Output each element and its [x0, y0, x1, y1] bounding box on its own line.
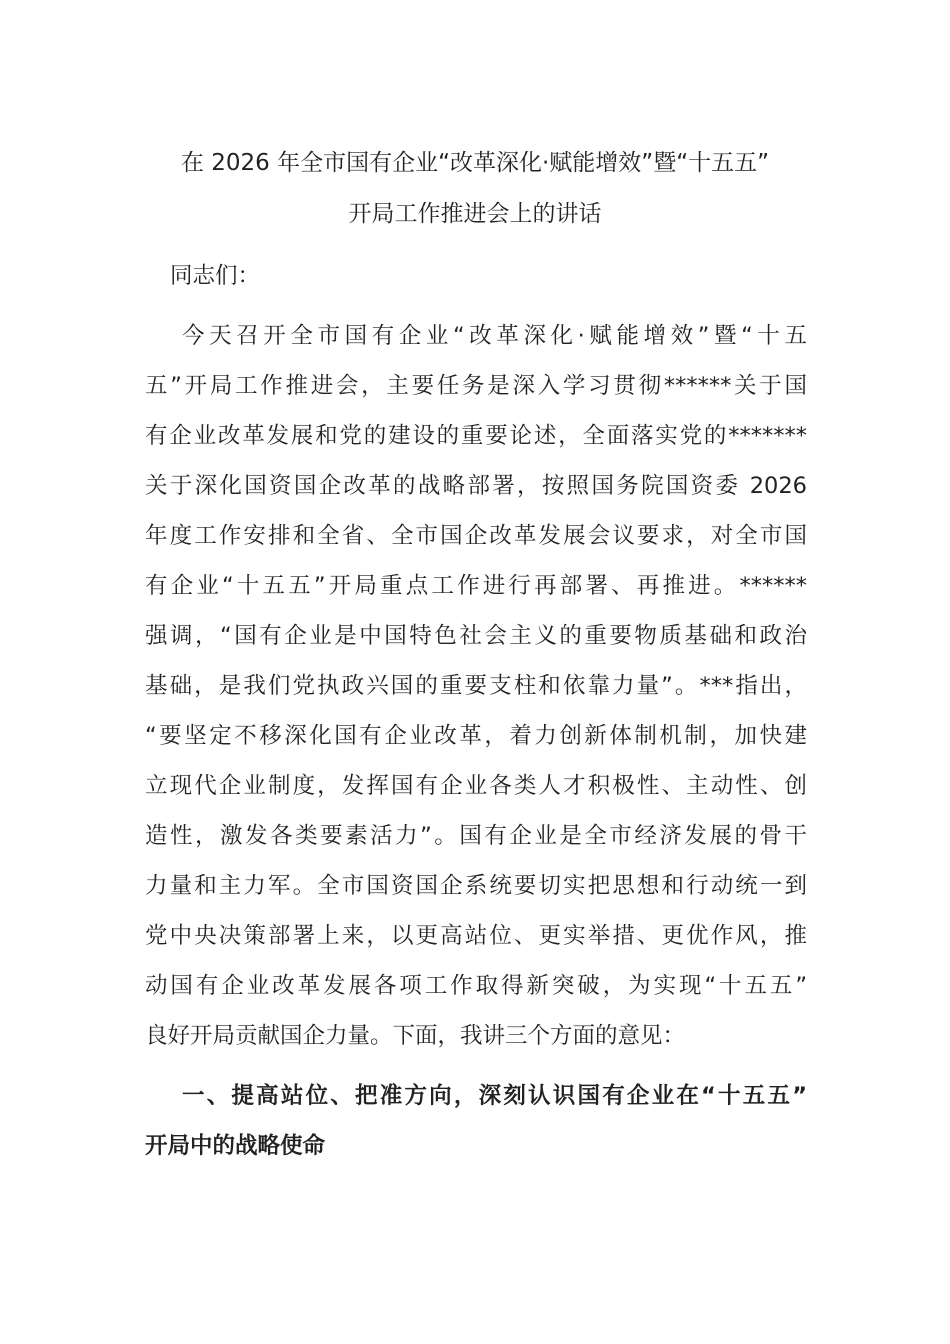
- paragraph-line: 有企业改革发展和党的建设的重要论述，全面落实党的*******: [145, 423, 807, 449]
- paragraph-line: 今天召开全市国有企业“改革深化·赋能增效”暨“十五: [182, 323, 807, 349]
- speech-title-line-1: 在 2026 年全市国有企业“改革深化·赋能增效”暨“十五五”: [180, 150, 770, 176]
- section-heading-1-line-1: 一、提高站位、把准方向，深刻认识国有企业在“十五五”: [182, 1083, 807, 1109]
- paragraph-line: 强调，“国有企业是中国特色社会主义的重要物质基础和政治: [145, 623, 807, 649]
- paragraph-line: 关于深化国资国企改革的战略部署，按照国务院国资委 2026: [145, 473, 807, 499]
- paragraph-line: 基础，是我们党执政兴国的重要支柱和依靠力量”。***指出，: [145, 673, 807, 699]
- paragraph-line: 党中央决策部署上来，以更高站位、更实举措、更优作风，推: [145, 923, 807, 949]
- paragraph-line: 力量和主力军。全市国资国企系统要切实把思想和行动统一到: [145, 873, 807, 899]
- paragraph-line: 有企业“十五五”开局重点工作进行再部署、再推进。******: [145, 573, 807, 599]
- paragraph-line: 良好开局贡献国企力量。下面，我讲三个方面的意见：: [145, 1023, 686, 1049]
- paragraph-line: 动国有企业改革发展各项工作取得新突破，为实现“十五五”: [145, 973, 807, 999]
- paragraph-line: “要坚定不移深化国有企业改革，着力创新体制机制，加快建: [145, 723, 807, 749]
- paragraph-line: 年度工作安排和全省、全市国企改革发展会议要求，对全市国: [145, 523, 807, 549]
- paragraph-line: 五”开局工作推进会，主要任务是深入学习贯彻******关于国: [145, 373, 807, 399]
- paragraph-line: 造性，激发各类要素活力”。国有企业是全市经济发展的骨干: [145, 823, 807, 849]
- speech-title-line-2: 开局工作推进会上的讲话: [348, 201, 602, 227]
- greeting: 同志们：: [170, 263, 261, 289]
- paragraph-line: 立现代企业制度，发挥国有企业各类人才积极性、主动性、创: [145, 773, 807, 799]
- section-heading-1-line-2: 开局中的战略使命: [145, 1133, 326, 1159]
